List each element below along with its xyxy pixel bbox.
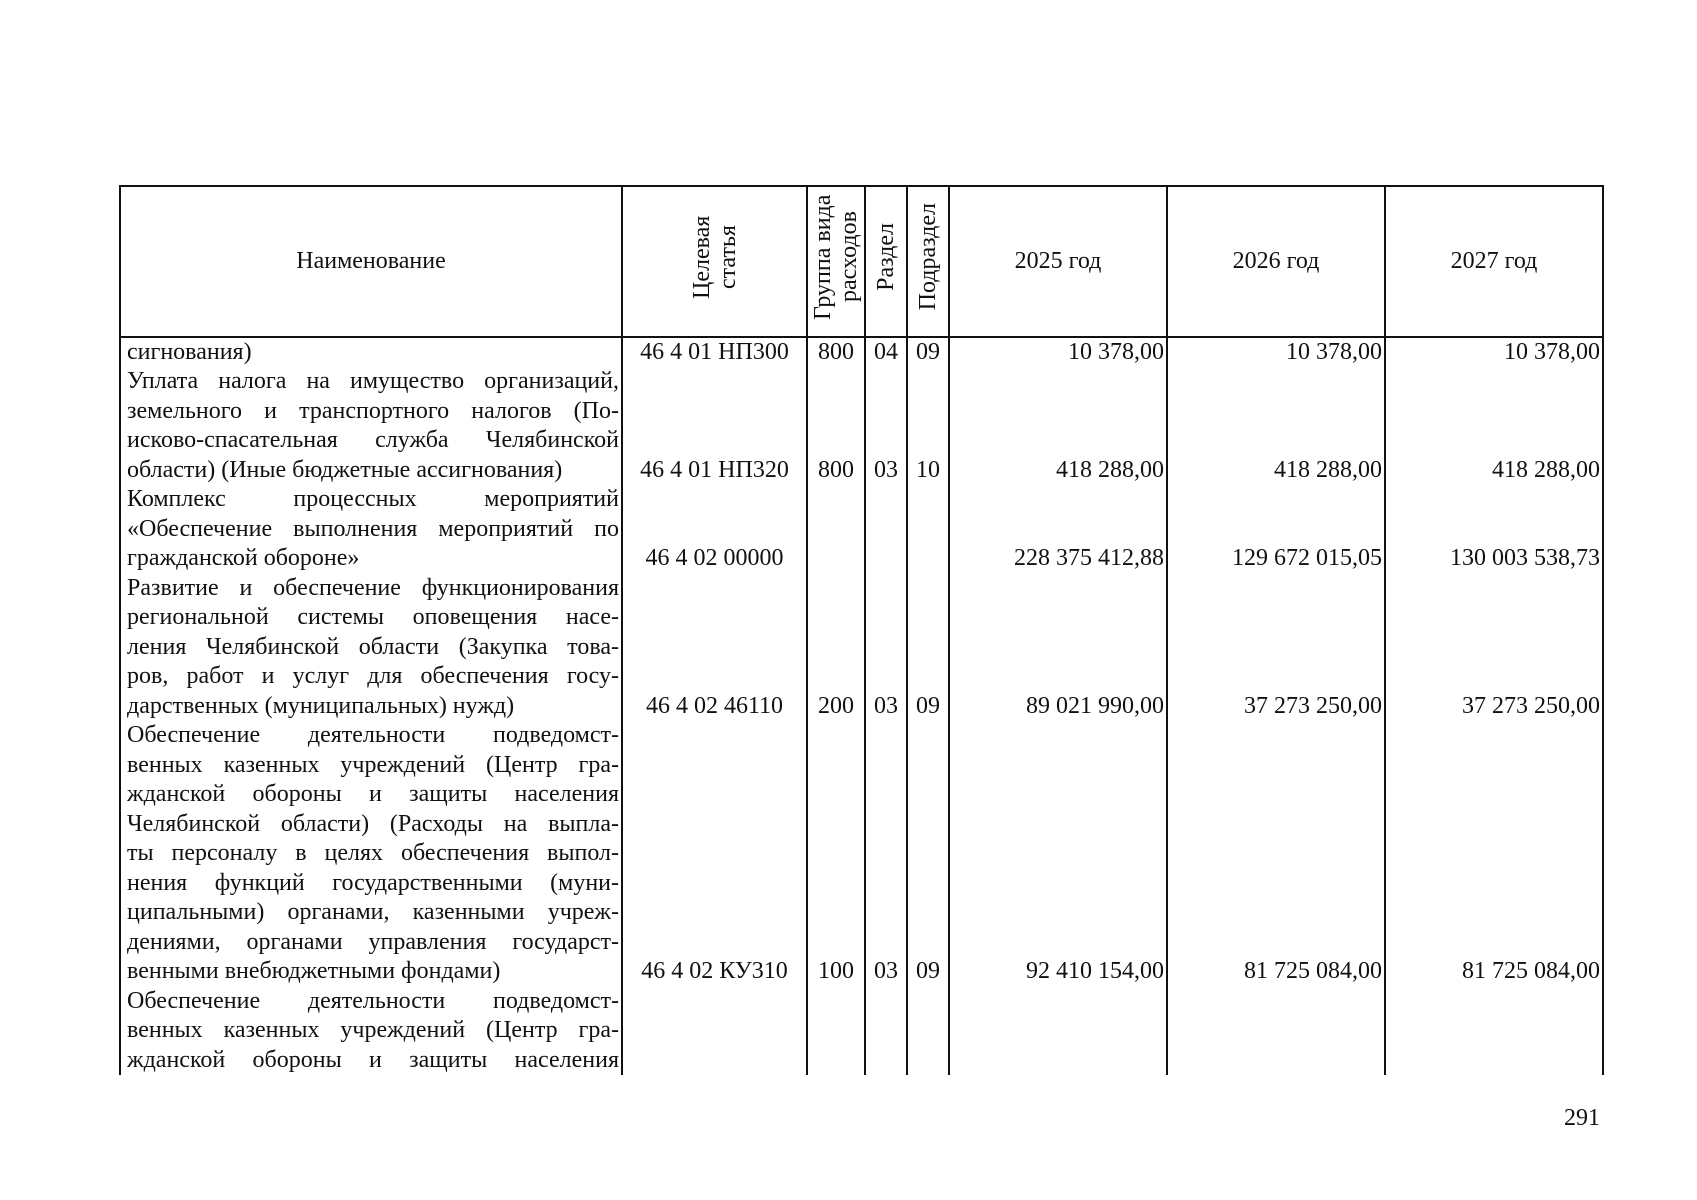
cell-amount-2026: 129 672 015,05 [1167, 485, 1385, 574]
cell-name [120, 987, 622, 1076]
table-row [120, 574, 1603, 722]
table-row [120, 367, 1603, 485]
name-line: гражданской обороне» [127, 545, 360, 571]
name-line: области) (Иные бюджетные ассигнования) [127, 456, 563, 483]
header-section [865, 186, 907, 337]
cell-amount-2026 [1167, 987, 1385, 1076]
cell-target-article: 46 4 01 НП300 [622, 337, 807, 368]
cell-amount-2027: 418 288,00 [1385, 367, 1603, 485]
cell-name [120, 337, 622, 368]
table-body [120, 337, 1603, 1076]
cell-amount-2025: 10 378,00 [949, 337, 1167, 368]
cell-amount-2025: 418 288,00 [949, 367, 1167, 485]
cell-section: 03 [865, 721, 907, 987]
name-line: «Обеспечение выполнения мероприятий по [127, 515, 619, 542]
cell-amount-2025: 228 375 412,88 [949, 485, 1167, 574]
name-line: венными внебюджетными фондами) [127, 958, 501, 984]
header-name: Наименование [120, 186, 622, 337]
name-line: Обеспечение деятельности подведомст- [127, 722, 619, 748]
cell-expense-group [807, 987, 865, 1076]
cell-amount-2027 [1385, 987, 1603, 1076]
cell-amount-2027: 10 378,00 [1385, 337, 1603, 368]
name-line: ципальными) органами, казенными учреж- [127, 899, 619, 925]
cell-subsection [907, 987, 949, 1076]
cell-expense-group [807, 485, 865, 574]
cell-name [120, 485, 622, 574]
name-line: Комплекс процессных мероприятий [127, 486, 619, 512]
cell-amount-2026: 10 378,00 [1167, 337, 1385, 368]
name-line: земельного и транспортного налогов (По- [127, 397, 619, 424]
cell-expense-group: 200 [807, 574, 865, 722]
table-header-row [120, 186, 1603, 337]
name-line: сигнования) [127, 338, 252, 365]
header-subsection [907, 186, 949, 337]
cell-target-article: 46 4 01 НП320 [622, 367, 807, 485]
cell-subsection: 09 [907, 721, 949, 987]
name-line: Развитие и обеспечение функционирования [127, 574, 619, 601]
cell-amount-2027: 81 725 084,00 [1385, 721, 1603, 987]
name-line: Уплата налога на имущество организаций, [127, 368, 619, 394]
cell-section [865, 485, 907, 574]
cell-amount-2026: 418 288,00 [1167, 367, 1385, 485]
cell-amount-2026: 81 725 084,00 [1167, 721, 1385, 987]
name-line: Челябинской области) (Расходы на выпла- [127, 810, 619, 837]
name-line: ты персоналу в целях обеспечения выпол- [127, 840, 619, 866]
table-row [120, 987, 1603, 1076]
name-line: дарственных (муниципальных) нужд) [127, 692, 515, 719]
cell-subsection [907, 485, 949, 574]
cell-target-article: 46 4 02 КУ310 [622, 721, 807, 987]
name-line: жданской обороны и защиты населения [127, 781, 619, 807]
cell-section: 03 [865, 574, 907, 722]
name-line: венных казенных учреждений (Центр гра- [127, 1017, 619, 1043]
cell-name [120, 574, 622, 722]
cell-amount-2027: 37 273 250,00 [1385, 574, 1603, 722]
name-line: ления Челябинской области (Закупка това- [127, 633, 619, 660]
header-year-2027: 2027 год [1385, 186, 1603, 337]
page-number: 291 [1564, 1105, 1600, 1131]
table-row [120, 721, 1603, 987]
name-line: региональной системы оповещения насе- [127, 604, 619, 630]
cell-section: 03 [865, 367, 907, 485]
cell-amount-2027: 130 003 538,73 [1385, 485, 1603, 574]
header-year-2025: 2025 год [949, 186, 1167, 337]
header-section-label: Раздел [873, 223, 899, 291]
header-year-2026: 2026 год [1167, 186, 1385, 337]
cell-section [865, 987, 907, 1076]
cell-name [120, 367, 622, 485]
cell-subsection: 10 [907, 367, 949, 485]
header-expense-group-label: Группа вида расходов [810, 194, 862, 320]
cell-expense-group: 100 [807, 721, 865, 987]
cell-expense-group: 800 [807, 337, 865, 368]
cell-target-article [622, 987, 807, 1076]
header-expense-group [807, 186, 865, 337]
budget-table [119, 185, 1604, 1075]
name-line: исково-спасательная служба Челябинской [127, 427, 619, 453]
cell-amount-2025: 89 021 990,00 [949, 574, 1167, 722]
name-line: нения функций государственными (муни- [127, 869, 619, 896]
name-line: жданской обороны и защиты населения [127, 1046, 619, 1073]
name-line: Обеспечение деятельности подведомст- [127, 987, 619, 1014]
name-line: ров, работ и услуг для обеспечения госу- [127, 663, 619, 689]
name-line: венных казенных учреждений (Центр гра- [127, 751, 619, 778]
cell-target-article: 46 4 02 00000 [622, 485, 807, 574]
cell-amount-2026: 37 273 250,00 [1167, 574, 1385, 722]
cell-name [120, 721, 622, 987]
cell-subsection: 09 [907, 574, 949, 722]
cell-amount-2025: 92 410 154,00 [949, 721, 1167, 987]
cell-section: 04 [865, 337, 907, 368]
cell-expense-group: 800 [807, 367, 865, 485]
header-target-article [622, 186, 807, 337]
cell-subsection: 09 [907, 337, 949, 368]
table-row [120, 485, 1603, 574]
cell-amount-2025 [949, 987, 1167, 1076]
name-line: дениями, органами управления государст- [127, 928, 619, 955]
header-target-article-label: Целевая статья [688, 215, 741, 299]
table-row [120, 337, 1603, 368]
cell-target-article: 46 4 02 46110 [622, 574, 807, 722]
header-subsection-label: Подраздел [915, 203, 941, 311]
